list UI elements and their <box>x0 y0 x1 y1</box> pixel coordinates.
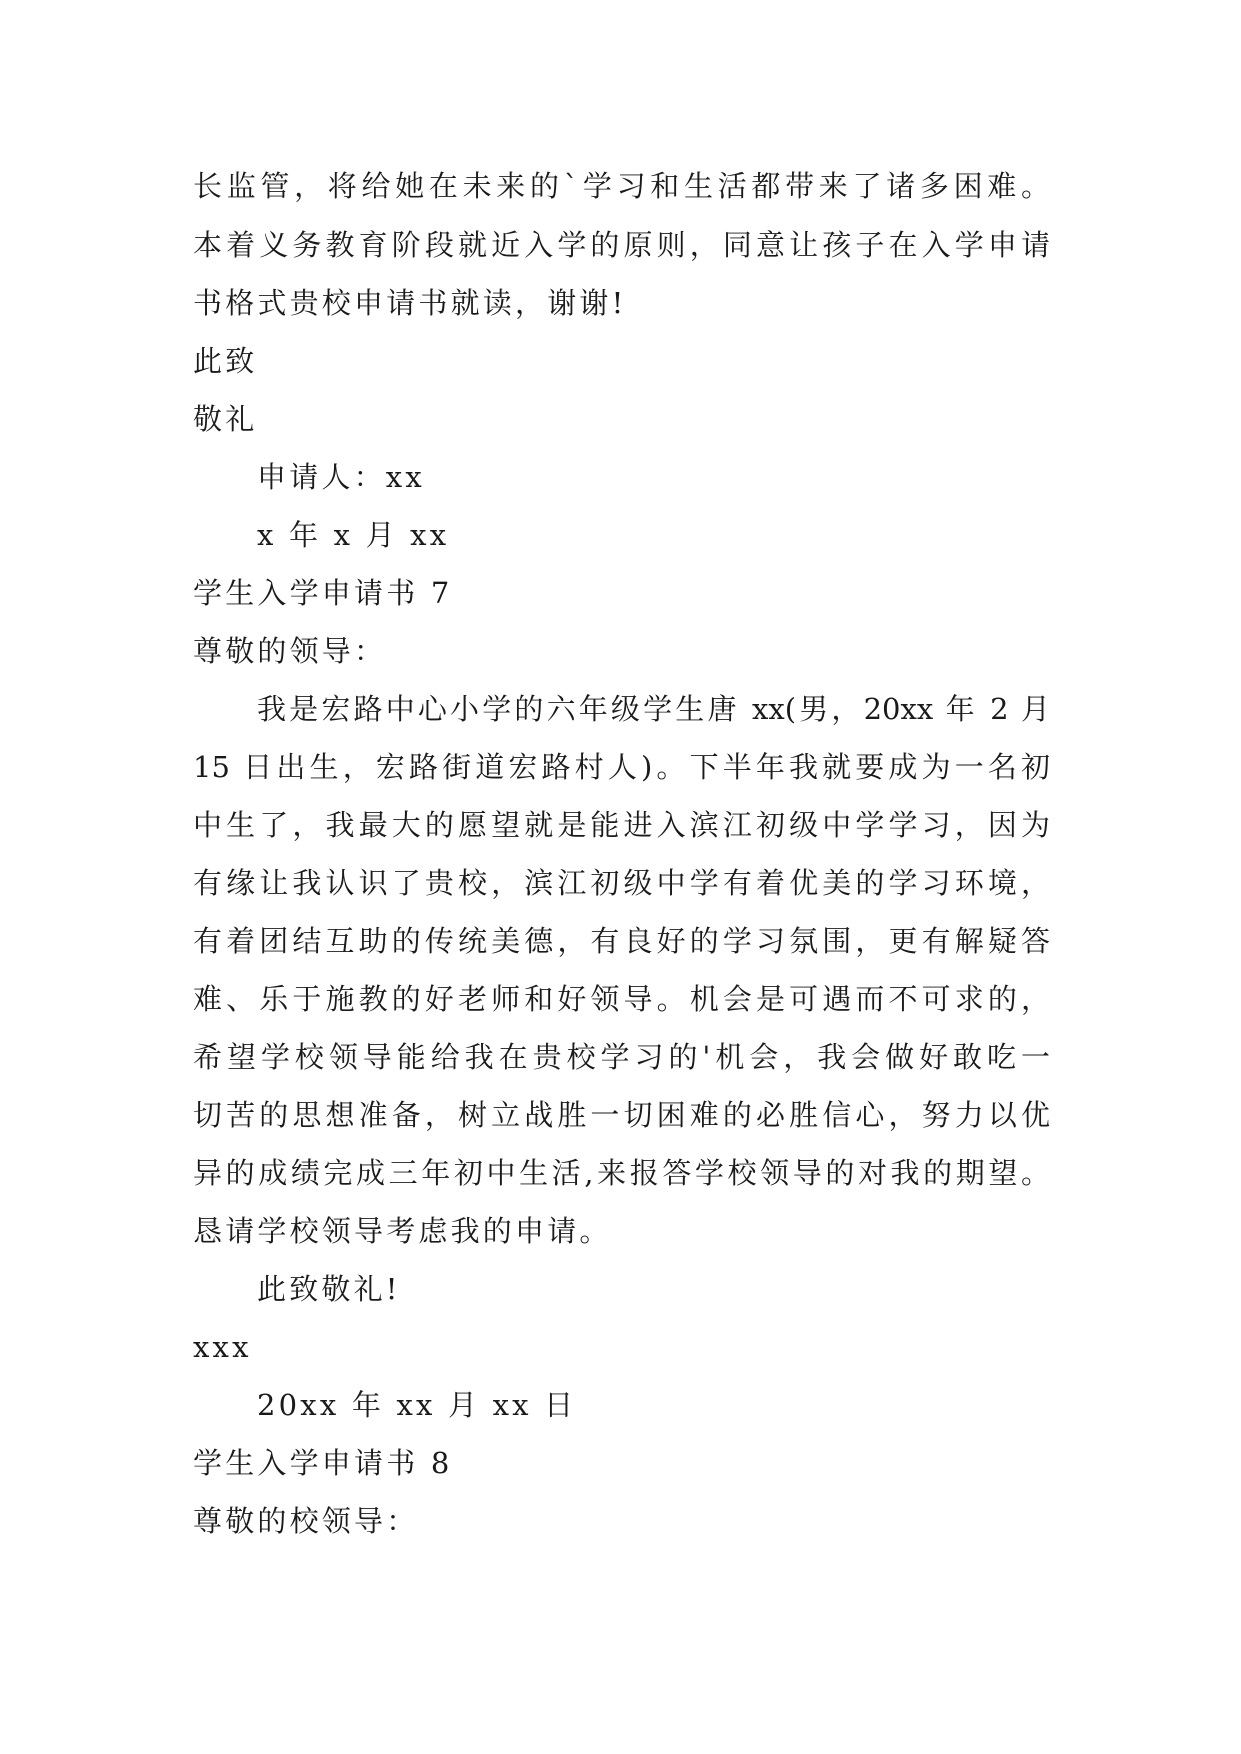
text-line: 有着团结互助的传统美德，有良好的学习氛围，更有解疑答 <box>193 924 1050 958</box>
text-line: 有缘让我认识了贵校，滨江初级中学有着优美的学习环境， <box>193 866 1050 900</box>
text-line: 难、乐于施教的好老师和好领导。机会是可遇而不可求的， <box>193 982 1050 1016</box>
text-line: 中生了，我最大的愿望就是能进入滨江初级中学学习，因为 <box>193 808 1050 842</box>
text-line: 我是宏路中心小学的六年级学生唐 xx(男，20xx 年 2 月 <box>257 692 1050 726</box>
section-title: 学生入学申请书 8 <box>193 1446 453 1480</box>
signature-date: x 年 x 月 xx <box>257 518 450 552</box>
text-line: 希望学校领导能给我在贵校学习的'机会，我会做好敢吃一 <box>193 1040 1050 1074</box>
applicant-signature: 申请人：xx <box>257 460 425 494</box>
text-line: 书格式贵校申请书就读，谢谢! <box>193 286 627 320</box>
text-line: 本着义务教育阶段就近入学的原则，同意让孩子在入学申请 <box>193 228 1050 262</box>
section-title: 学生入学申请书 7 <box>193 576 453 610</box>
greeting: 尊敬的校领导： <box>193 1504 419 1538</box>
closing-salutation: 此致 <box>193 344 258 378</box>
text-line: 15 日出生，宏路街道宏路村人)。下半年我就要成为一名初 <box>193 750 1050 784</box>
signature-date: 20xx 年 xx 月 xx 日 <box>257 1388 577 1422</box>
text-line: 切苦的思想准备，树立战胜一切困难的必胜信心，努力以优 <box>193 1098 1050 1132</box>
greeting: 尊敬的领导： <box>193 634 387 668</box>
closing-salutation: 此致敬礼! <box>257 1272 401 1306</box>
text-line: 异的成绩完成三年初中生活,来报答学校领导的对我的期望。 <box>193 1156 1050 1190</box>
text-line: 长监管，将给她在未来的`学习和生活都带来了诸多困难。 <box>193 169 1050 203</box>
closing-respect: 敬礼 <box>193 402 258 436</box>
text-line: 恳请学校领导考虑我的申请。 <box>193 1214 612 1248</box>
applicant-signature: xxx <box>193 1330 252 1364</box>
